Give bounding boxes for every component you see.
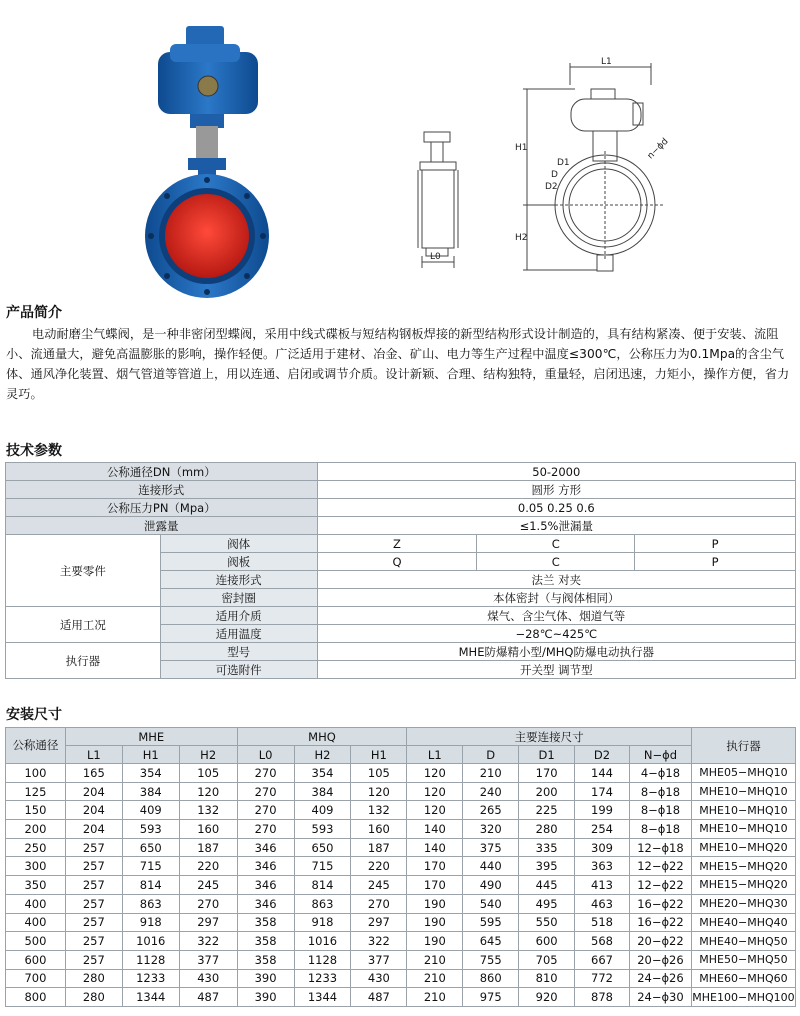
temp-value: −28℃~425℃ bbox=[317, 625, 795, 643]
table-row bbox=[6, 499, 796, 517]
l1-label: L1 bbox=[601, 57, 612, 67]
dn-value: 50-2000 bbox=[317, 463, 795, 481]
table-cell: 200 bbox=[6, 820, 66, 839]
col-header: L1 bbox=[407, 746, 463, 764]
table-cell: 220 bbox=[351, 857, 407, 876]
table-cell: 160 bbox=[351, 820, 407, 839]
table-cell: 120 bbox=[407, 782, 463, 801]
l0-label: L0 bbox=[430, 252, 441, 262]
table-cell: 495 bbox=[519, 894, 575, 913]
model-label: 型号 bbox=[160, 643, 317, 661]
table-cell: 377 bbox=[179, 950, 237, 969]
table-cell: 918 bbox=[122, 913, 179, 932]
table-row bbox=[6, 988, 796, 1007]
medium-value: 煤气、含尘气体、烟道气等 bbox=[317, 607, 795, 625]
table-cell: 346 bbox=[237, 894, 294, 913]
table-cell: 335 bbox=[519, 838, 575, 857]
table-cell: 280 bbox=[65, 988, 122, 1007]
table-cell: 204 bbox=[65, 782, 122, 801]
table-cell: 363 bbox=[575, 857, 630, 876]
table-cell: 320 bbox=[463, 820, 519, 839]
table-cell: 350 bbox=[6, 876, 66, 895]
table-cell: 358 bbox=[237, 950, 294, 969]
table-cell: 354 bbox=[122, 764, 179, 783]
table-cell: 568 bbox=[575, 932, 630, 951]
table-cell: 120 bbox=[179, 782, 237, 801]
table-cell: 187 bbox=[351, 838, 407, 857]
table-cell: 705 bbox=[519, 950, 575, 969]
install-table-body bbox=[6, 764, 796, 1007]
table-cell: 593 bbox=[294, 820, 351, 839]
table-cell: 24−ϕ30 bbox=[629, 988, 691, 1007]
table-cell: 170 bbox=[407, 857, 463, 876]
main-dims-header: 主要连接尺寸 bbox=[407, 728, 692, 746]
seal-value: 本体密封（与阀体相同） bbox=[317, 589, 795, 607]
table-cell: 700 bbox=[6, 969, 66, 988]
mhe-header: MHE bbox=[65, 728, 237, 746]
table-cell: 413 bbox=[575, 876, 630, 895]
table-cell: 445 bbox=[519, 876, 575, 895]
plate-c: C bbox=[477, 553, 635, 571]
table-cell: 245 bbox=[179, 876, 237, 895]
table-cell: 8−ϕ18 bbox=[629, 782, 691, 801]
table-cell: 595 bbox=[463, 913, 519, 932]
table-cell: MHE10−MHQ10 bbox=[691, 820, 795, 839]
table-row bbox=[6, 607, 796, 625]
table-cell: 270 bbox=[237, 764, 294, 783]
accessory-label: 可选附件 bbox=[160, 661, 317, 679]
body-c: C bbox=[477, 535, 635, 553]
table-cell: 257 bbox=[65, 950, 122, 969]
table-cell: 390 bbox=[237, 969, 294, 988]
table-cell: 430 bbox=[351, 969, 407, 988]
table-cell: MHE05−MHQ10 bbox=[691, 764, 795, 783]
tech-title: 技术参数 bbox=[6, 443, 62, 459]
table-cell: 257 bbox=[65, 857, 122, 876]
table-cell: 715 bbox=[294, 857, 351, 876]
table-cell: 12−ϕ22 bbox=[629, 857, 691, 876]
table-cell: 715 bbox=[122, 857, 179, 876]
dn-label: 公称通径DN（mm） bbox=[6, 463, 318, 481]
table-cell: MHE20−MHQ30 bbox=[691, 894, 795, 913]
table-cell: 132 bbox=[179, 801, 237, 820]
table-cell: 772 bbox=[575, 969, 630, 988]
table-cell: 270 bbox=[237, 782, 294, 801]
table-cell: 210 bbox=[407, 950, 463, 969]
table-cell: 1016 bbox=[294, 932, 351, 951]
table-row bbox=[6, 517, 796, 535]
table-cell: 280 bbox=[65, 969, 122, 988]
table-cell: MHE50−MHQ50 bbox=[691, 950, 795, 969]
table-cell: 814 bbox=[294, 876, 351, 895]
table-cell: MHE10−MHQ20 bbox=[691, 838, 795, 857]
table-cell: 650 bbox=[122, 838, 179, 857]
table-cell: 187 bbox=[179, 838, 237, 857]
table-cell: 918 bbox=[294, 913, 351, 932]
table-cell: 265 bbox=[463, 801, 519, 820]
table-cell: 409 bbox=[294, 801, 351, 820]
h2-label: H2 bbox=[515, 233, 528, 243]
table-cell: MHE100−MHQ100 bbox=[691, 988, 795, 1007]
table-cell: 257 bbox=[65, 894, 122, 913]
table-cell: 144 bbox=[575, 764, 630, 783]
table-cell: 105 bbox=[179, 764, 237, 783]
table-cell: 297 bbox=[351, 913, 407, 932]
table-row bbox=[6, 894, 796, 913]
leak-value: ≤1.5%泄漏量 bbox=[317, 517, 795, 535]
table-row bbox=[6, 820, 796, 839]
mhq-header: MHQ bbox=[237, 728, 407, 746]
table-cell: 309 bbox=[575, 838, 630, 857]
temp-label: 适用温度 bbox=[160, 625, 317, 643]
medium-label: 适用介质 bbox=[160, 607, 317, 625]
col-header: N−ϕd bbox=[629, 746, 691, 764]
table-cell: 100 bbox=[6, 764, 66, 783]
table-cell: 20−ϕ22 bbox=[629, 932, 691, 951]
tech-table bbox=[5, 462, 796, 679]
table-cell: MHE15−MHQ20 bbox=[691, 876, 795, 895]
seal-label: 密封圈 bbox=[160, 589, 317, 607]
table-cell: 204 bbox=[65, 820, 122, 839]
table-cell: 257 bbox=[65, 913, 122, 932]
body-z: Z bbox=[317, 535, 477, 553]
conn2-label: 连接形式 bbox=[160, 571, 317, 589]
table-cell: 600 bbox=[519, 932, 575, 951]
table-row bbox=[6, 481, 796, 499]
table-cell: 8−ϕ18 bbox=[629, 801, 691, 820]
table-cell: 16−ϕ22 bbox=[629, 913, 691, 932]
col-header: D2 bbox=[575, 746, 630, 764]
pn-value: 0.05 0.25 0.6 bbox=[317, 499, 795, 517]
table-row bbox=[6, 782, 796, 801]
table-cell: 518 bbox=[575, 913, 630, 932]
table-cell: 297 bbox=[179, 913, 237, 932]
table-cell: 500 bbox=[6, 932, 66, 951]
table-cell: 384 bbox=[294, 782, 351, 801]
table-cell: 667 bbox=[575, 950, 630, 969]
table-cell: 863 bbox=[122, 894, 179, 913]
table-row bbox=[6, 913, 796, 932]
side-view-drawing bbox=[400, 130, 480, 270]
table-cell: 132 bbox=[351, 801, 407, 820]
table-cell: 170 bbox=[519, 764, 575, 783]
table-cell: 280 bbox=[519, 820, 575, 839]
table-cell: 400 bbox=[6, 894, 66, 913]
table-cell: 377 bbox=[351, 950, 407, 969]
table-cell: 650 bbox=[294, 838, 351, 857]
intro-title: 产品简介 bbox=[6, 305, 62, 321]
accessory-value: 开关型 调节型 bbox=[317, 661, 795, 679]
install-title: 安装尺寸 bbox=[6, 707, 62, 723]
dn-header: 公称通径 bbox=[6, 728, 66, 764]
table-cell: 920 bbox=[519, 988, 575, 1007]
table-cell: 16−ϕ22 bbox=[629, 894, 691, 913]
table-cell: 975 bbox=[463, 988, 519, 1007]
nd-label: n−ϕd bbox=[645, 136, 671, 162]
table-cell: 270 bbox=[237, 820, 294, 839]
table-cell: 645 bbox=[463, 932, 519, 951]
col-header: L1 bbox=[65, 746, 122, 764]
col-header: D bbox=[463, 746, 519, 764]
col-header: H1 bbox=[122, 746, 179, 764]
table-cell: 270 bbox=[179, 894, 237, 913]
main-parts-label: 主要零件 bbox=[6, 535, 161, 607]
table-cell: 8−ϕ18 bbox=[629, 820, 691, 839]
table-cell: 120 bbox=[407, 764, 463, 783]
table-cell: 346 bbox=[237, 838, 294, 857]
table-row bbox=[6, 932, 796, 951]
table-cell: 395 bbox=[519, 857, 575, 876]
plate-q: Q bbox=[317, 553, 477, 571]
table-cell: 487 bbox=[351, 988, 407, 1007]
table-row bbox=[6, 463, 796, 481]
table-cell: 440 bbox=[463, 857, 519, 876]
table-cell: 1128 bbox=[122, 950, 179, 969]
table-cell: 12−ϕ22 bbox=[629, 876, 691, 895]
table-cell: 120 bbox=[407, 801, 463, 820]
table-cell: 150 bbox=[6, 801, 66, 820]
table-cell: 200 bbox=[519, 782, 575, 801]
table-cell: 300 bbox=[6, 857, 66, 876]
table-cell: 358 bbox=[237, 913, 294, 932]
table-row bbox=[6, 838, 796, 857]
table-cell: MHE60−MHQ60 bbox=[691, 969, 795, 988]
table-cell: MHE10−MHQ10 bbox=[691, 782, 795, 801]
table-cell: 210 bbox=[463, 764, 519, 783]
table-cell: 170 bbox=[407, 876, 463, 895]
table-cell: 4−ϕ18 bbox=[629, 764, 691, 783]
table-cell: MHE40−MHQ50 bbox=[691, 932, 795, 951]
table-cell: MHE15−MHQ20 bbox=[691, 857, 795, 876]
table-cell: 550 bbox=[519, 913, 575, 932]
header-row bbox=[6, 728, 796, 746]
body-label: 阀体 bbox=[160, 535, 317, 553]
d-label: D bbox=[551, 170, 558, 180]
table-cell: 1233 bbox=[122, 969, 179, 988]
table-cell: 190 bbox=[407, 913, 463, 932]
table-cell: 1016 bbox=[122, 932, 179, 951]
table-cell: 810 bbox=[519, 969, 575, 988]
body-p: P bbox=[635, 535, 796, 553]
install-table bbox=[5, 727, 796, 1007]
table-row bbox=[6, 643, 796, 661]
table-cell: 220 bbox=[179, 857, 237, 876]
table-cell: 210 bbox=[407, 988, 463, 1007]
d1-label: D1 bbox=[557, 158, 570, 168]
table-cell: 254 bbox=[575, 820, 630, 839]
table-cell: 354 bbox=[294, 764, 351, 783]
table-cell: 593 bbox=[122, 820, 179, 839]
table-cell: 346 bbox=[237, 857, 294, 876]
table-row bbox=[6, 876, 796, 895]
table-row bbox=[6, 764, 796, 783]
table-cell: 240 bbox=[463, 782, 519, 801]
table-cell: 257 bbox=[65, 876, 122, 895]
table-cell: 140 bbox=[407, 838, 463, 857]
table-row bbox=[6, 801, 796, 820]
table-cell: 225 bbox=[519, 801, 575, 820]
table-cell: 490 bbox=[463, 876, 519, 895]
table-cell: 430 bbox=[179, 969, 237, 988]
table-cell: 270 bbox=[237, 801, 294, 820]
table-cell: 120 bbox=[351, 782, 407, 801]
table-cell: 1233 bbox=[294, 969, 351, 988]
intro-text: 电动耐磨尘气蝶阀，是一种非密闭型蝶阀，采用中线式碟板与短结构钢板焊接的新型结构形式设计制造的，具有结构紧凑、便于安装、流阻小、流通量大，避免高温膨胀的影响，操作轻便。广泛适用于建材、冶金、矿山、电力等生产过程中温度≤300℃，公称压力为0.1Mpa的含尘气体、通风净化装置、烟气管道等管道上，用以连通、启闭或调节介质。设计新颖、合理、结构独特，重量轻，启闭迅速，力矩小，操作方便，省力灵巧。 bbox=[6, 327, 790, 401]
table-row bbox=[6, 950, 796, 969]
table-cell: 540 bbox=[463, 894, 519, 913]
table-cell: 140 bbox=[407, 820, 463, 839]
table-cell: 24−ϕ26 bbox=[629, 969, 691, 988]
conn-label: 连接形式 bbox=[6, 481, 318, 499]
table-row bbox=[6, 969, 796, 988]
col-header: H2 bbox=[179, 746, 237, 764]
table-row bbox=[6, 857, 796, 876]
table-cell: 12−ϕ18 bbox=[629, 838, 691, 857]
table-cell: 755 bbox=[463, 950, 519, 969]
table-cell: 204 bbox=[65, 801, 122, 820]
table-cell: 384 bbox=[122, 782, 179, 801]
table-cell: 358 bbox=[237, 932, 294, 951]
valve-photo bbox=[130, 18, 290, 298]
col-header: H1 bbox=[351, 746, 407, 764]
table-cell: 270 bbox=[351, 894, 407, 913]
conditions-label: 适用工况 bbox=[6, 607, 161, 643]
d2-label: D2 bbox=[545, 182, 558, 192]
table-cell: 400 bbox=[6, 913, 66, 932]
front-view-drawing bbox=[515, 55, 705, 290]
pn-label: 公称压力PN（Mpa） bbox=[6, 499, 318, 517]
h1-label: H1 bbox=[515, 143, 528, 153]
table-cell: 190 bbox=[407, 894, 463, 913]
col-header: H2 bbox=[294, 746, 351, 764]
subheader-row bbox=[6, 746, 796, 764]
table-cell: 487 bbox=[179, 988, 237, 1007]
table-cell: MHE40−MHQ40 bbox=[691, 913, 795, 932]
table-cell: 322 bbox=[179, 932, 237, 951]
table-cell: 800 bbox=[6, 988, 66, 1007]
table-cell: 257 bbox=[65, 838, 122, 857]
table-cell: 375 bbox=[463, 838, 519, 857]
table-cell: 600 bbox=[6, 950, 66, 969]
table-cell: 1344 bbox=[122, 988, 179, 1007]
table-row bbox=[6, 535, 796, 553]
table-cell: 390 bbox=[237, 988, 294, 1007]
conn2-value: 法兰 对夹 bbox=[317, 571, 795, 589]
table-cell: 878 bbox=[575, 988, 630, 1007]
table-cell: 250 bbox=[6, 838, 66, 857]
table-cell: 863 bbox=[294, 894, 351, 913]
table-cell: 245 bbox=[351, 876, 407, 895]
col-header: D1 bbox=[519, 746, 575, 764]
model-value: MHE防爆精小型/MHQ防爆电动执行器 bbox=[317, 643, 795, 661]
plate-label: 阀板 bbox=[160, 553, 317, 571]
table-cell: 1128 bbox=[294, 950, 351, 969]
table-cell: MHE10−MHQ10 bbox=[691, 801, 795, 820]
conn-value: 圆形 方形 bbox=[317, 481, 795, 499]
table-cell: 210 bbox=[407, 969, 463, 988]
table-cell: 125 bbox=[6, 782, 66, 801]
table-cell: 20−ϕ26 bbox=[629, 950, 691, 969]
table-cell: 160 bbox=[179, 820, 237, 839]
table-cell: 409 bbox=[122, 801, 179, 820]
table-cell: 814 bbox=[122, 876, 179, 895]
leak-label: 泄露量 bbox=[6, 517, 318, 535]
actuator-header: 执行器 bbox=[691, 728, 795, 764]
table-cell: 199 bbox=[575, 801, 630, 820]
table-cell: 174 bbox=[575, 782, 630, 801]
table-cell: 322 bbox=[351, 932, 407, 951]
col-header: L0 bbox=[237, 746, 294, 764]
table-cell: 1344 bbox=[294, 988, 351, 1007]
table-cell: 463 bbox=[575, 894, 630, 913]
plate-p: P bbox=[635, 553, 796, 571]
table-cell: 257 bbox=[65, 932, 122, 951]
table-cell: 860 bbox=[463, 969, 519, 988]
table-cell: 105 bbox=[351, 764, 407, 783]
table-cell: 190 bbox=[407, 932, 463, 951]
table-cell: 165 bbox=[65, 764, 122, 783]
actuator-label: 执行器 bbox=[6, 643, 161, 679]
table-cell: 346 bbox=[237, 876, 294, 895]
